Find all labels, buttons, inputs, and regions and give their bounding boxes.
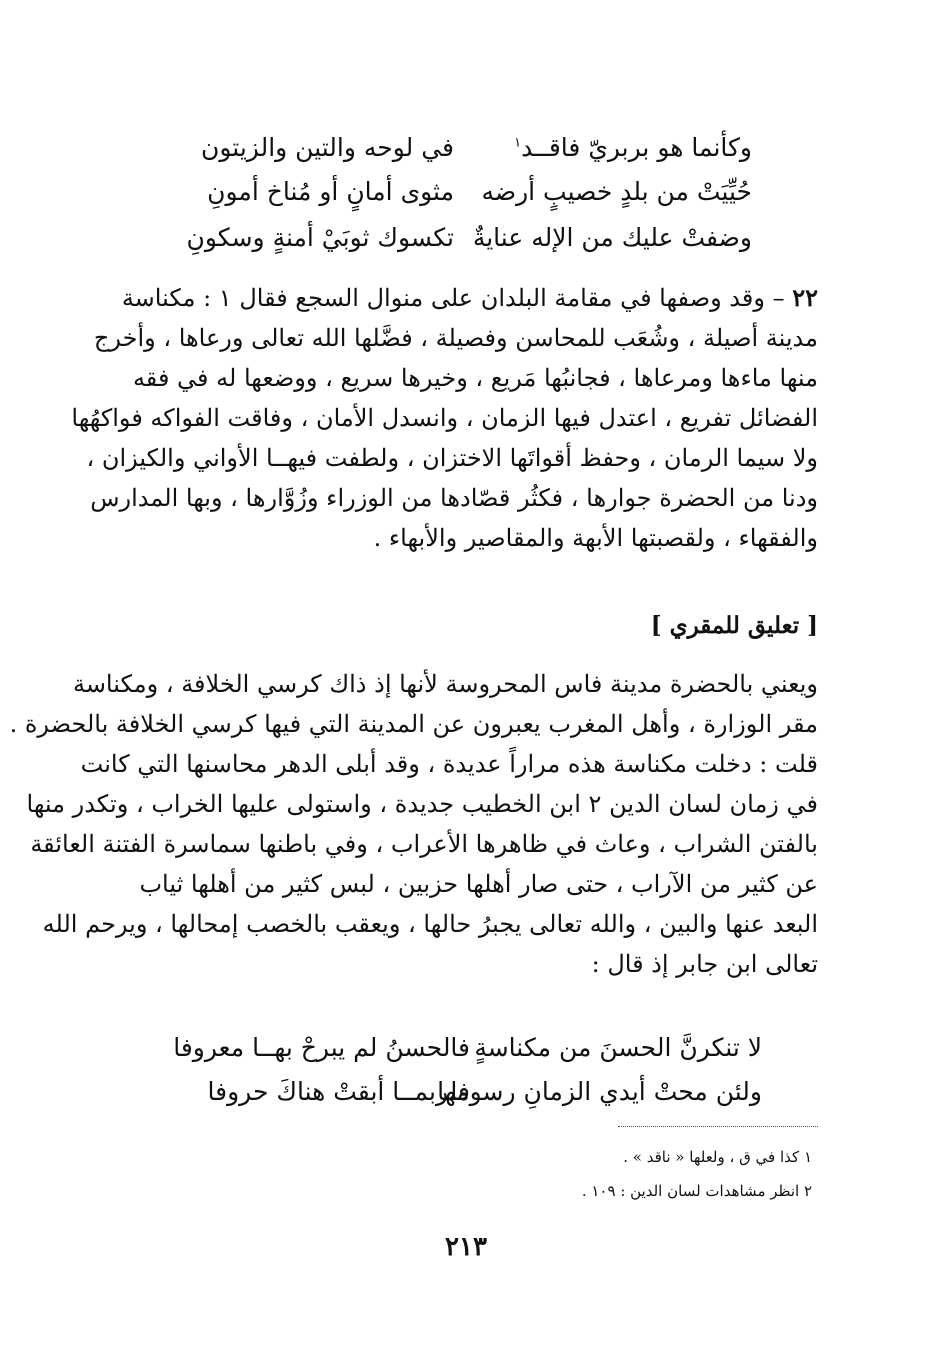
verse-3-first-hemistich: وضفتْ عليك من الإله عنايةٌ [472, 223, 752, 252]
verse-2-second-hemistich: مثوى أمانٍ أو مُناخ أمونِ [207, 177, 454, 206]
paragraph-line [110, 278, 818, 318]
paragraph-line: مدينة أصيلة ، وشُعَب للمحاسن وفصيلة ، فضَّلها الله تعالى ورعاها ، وأخرج [93, 324, 818, 352]
verse-5-second-hemistich: فلربمــا أبقتْ هناكَ حروفا [207, 1077, 470, 1106]
paragraph-line: والفقهاء ، ولقصبتها الأبهة والمقاصير والأبهاء . [373, 524, 818, 552]
verse-text: وكأنما هو بربريّ فاقــد [521, 133, 752, 162]
footnote-2: ٢ انظر مشاهدات لسان الدين : ١٠٩ . [581, 1182, 812, 1200]
paragraph-line: قلت : دخلت مكناسة هذه مراراً عديدة ، وقد أبلى الدهر محاسنها التي كانت [80, 750, 818, 778]
paragraph-line: في زمان لسان الدين ٢ ابن الخطيب جديدة ، واستولى عليها الخراب ، وتكدر منها [26, 790, 818, 818]
verse-4-first-hemistich: لا تنكرنَّ الحسنَ من مكناسةٍ [474, 1033, 762, 1062]
paragraph-line: ولا سيما الرمان ، وحفظ أقواتَها الاختزان ، ولطفت فيهــا الأواني والكيزان ، [86, 444, 818, 472]
commentary-paragraph [9, 664, 818, 984]
verse-5-first-hemistich: ولئن محتْ أيدي الزمانِ رسومها [437, 1077, 762, 1106]
paragraph-line: تعالى ابن جابر إذ قال : [591, 950, 818, 978]
page-number: ٢١٣ [445, 1232, 487, 1262]
paragraph-line: منها ماءها ومرعاها ، فجانبُها مَريع ، وخيرها سريع ، ووضعها له في فقه [132, 364, 818, 392]
commentary-heading: [ تعليق للمقري ] [650, 612, 818, 639]
paragraph-line: ودنا من الحضرة جوارها ، فكثُر قصّادها من الوزراء وزُوَّارها ، وبها المدارس [90, 484, 818, 512]
paragraph-line: الفضائل تفريع ، اعتدل فيها الزمان ، وانسدل الأمان ، وفاقت الفواكه فواكهُها [71, 404, 818, 432]
section-number: ٢٢ [792, 283, 818, 312]
footnote-1: ١ كذا في ق ، ولعلها « ناقد » . [623, 1148, 812, 1166]
paragraph-line: بالفتن الشراب ، وعاث في ظاهرها الأعراب ، وفي باطنها سماسرة الفتنة العائقة [30, 830, 818, 858]
verse-3-second-hemistich: تكسوك ثوبَيْ أمنةٍ وسكونِ [186, 223, 454, 252]
line-text: – وقد وصفها في مقامة البلدان على منوال السجع فقال ١ : مكناسة [121, 284, 785, 312]
footnote-marker: ١ [514, 135, 522, 151]
verse-1-first-hemistich [514, 128, 752, 168]
paragraph-line: ويعني بالحضرة مدينة فاس المحروسة لأنها إذ ذاك كرسي الخلافة ، ومكناسة [72, 670, 818, 698]
paragraph-line: عن كثير من الآراب ، حتى صار أهلها حزبين ، لبس كثير من أهلها ثياب [139, 870, 818, 898]
section-22-paragraph [71, 278, 818, 558]
paragraph-line: البعد عنها والبين ، والله تعالى يجبرُ حالها ، ويعقب بالخصب إمحالها ، ويرحم الله [42, 910, 818, 938]
verse-2-first-hemistich: حُيِّيَتْ من بلدٍ خصيبٍ أرضه [481, 177, 752, 206]
verse-1-second-hemistich: في لوحه والتين والزيتون [201, 133, 454, 162]
verse-4-second-hemistich: فالحسنُ لم يبرحْ بهــا معروفا [173, 1033, 470, 1062]
footnote-separator [618, 1126, 818, 1127]
paragraph-line: مقر الوزارة ، وأهل المغرب يعبرون عن المدينة التي فيها كرسي الخلافة بالحضرة . [9, 710, 818, 738]
